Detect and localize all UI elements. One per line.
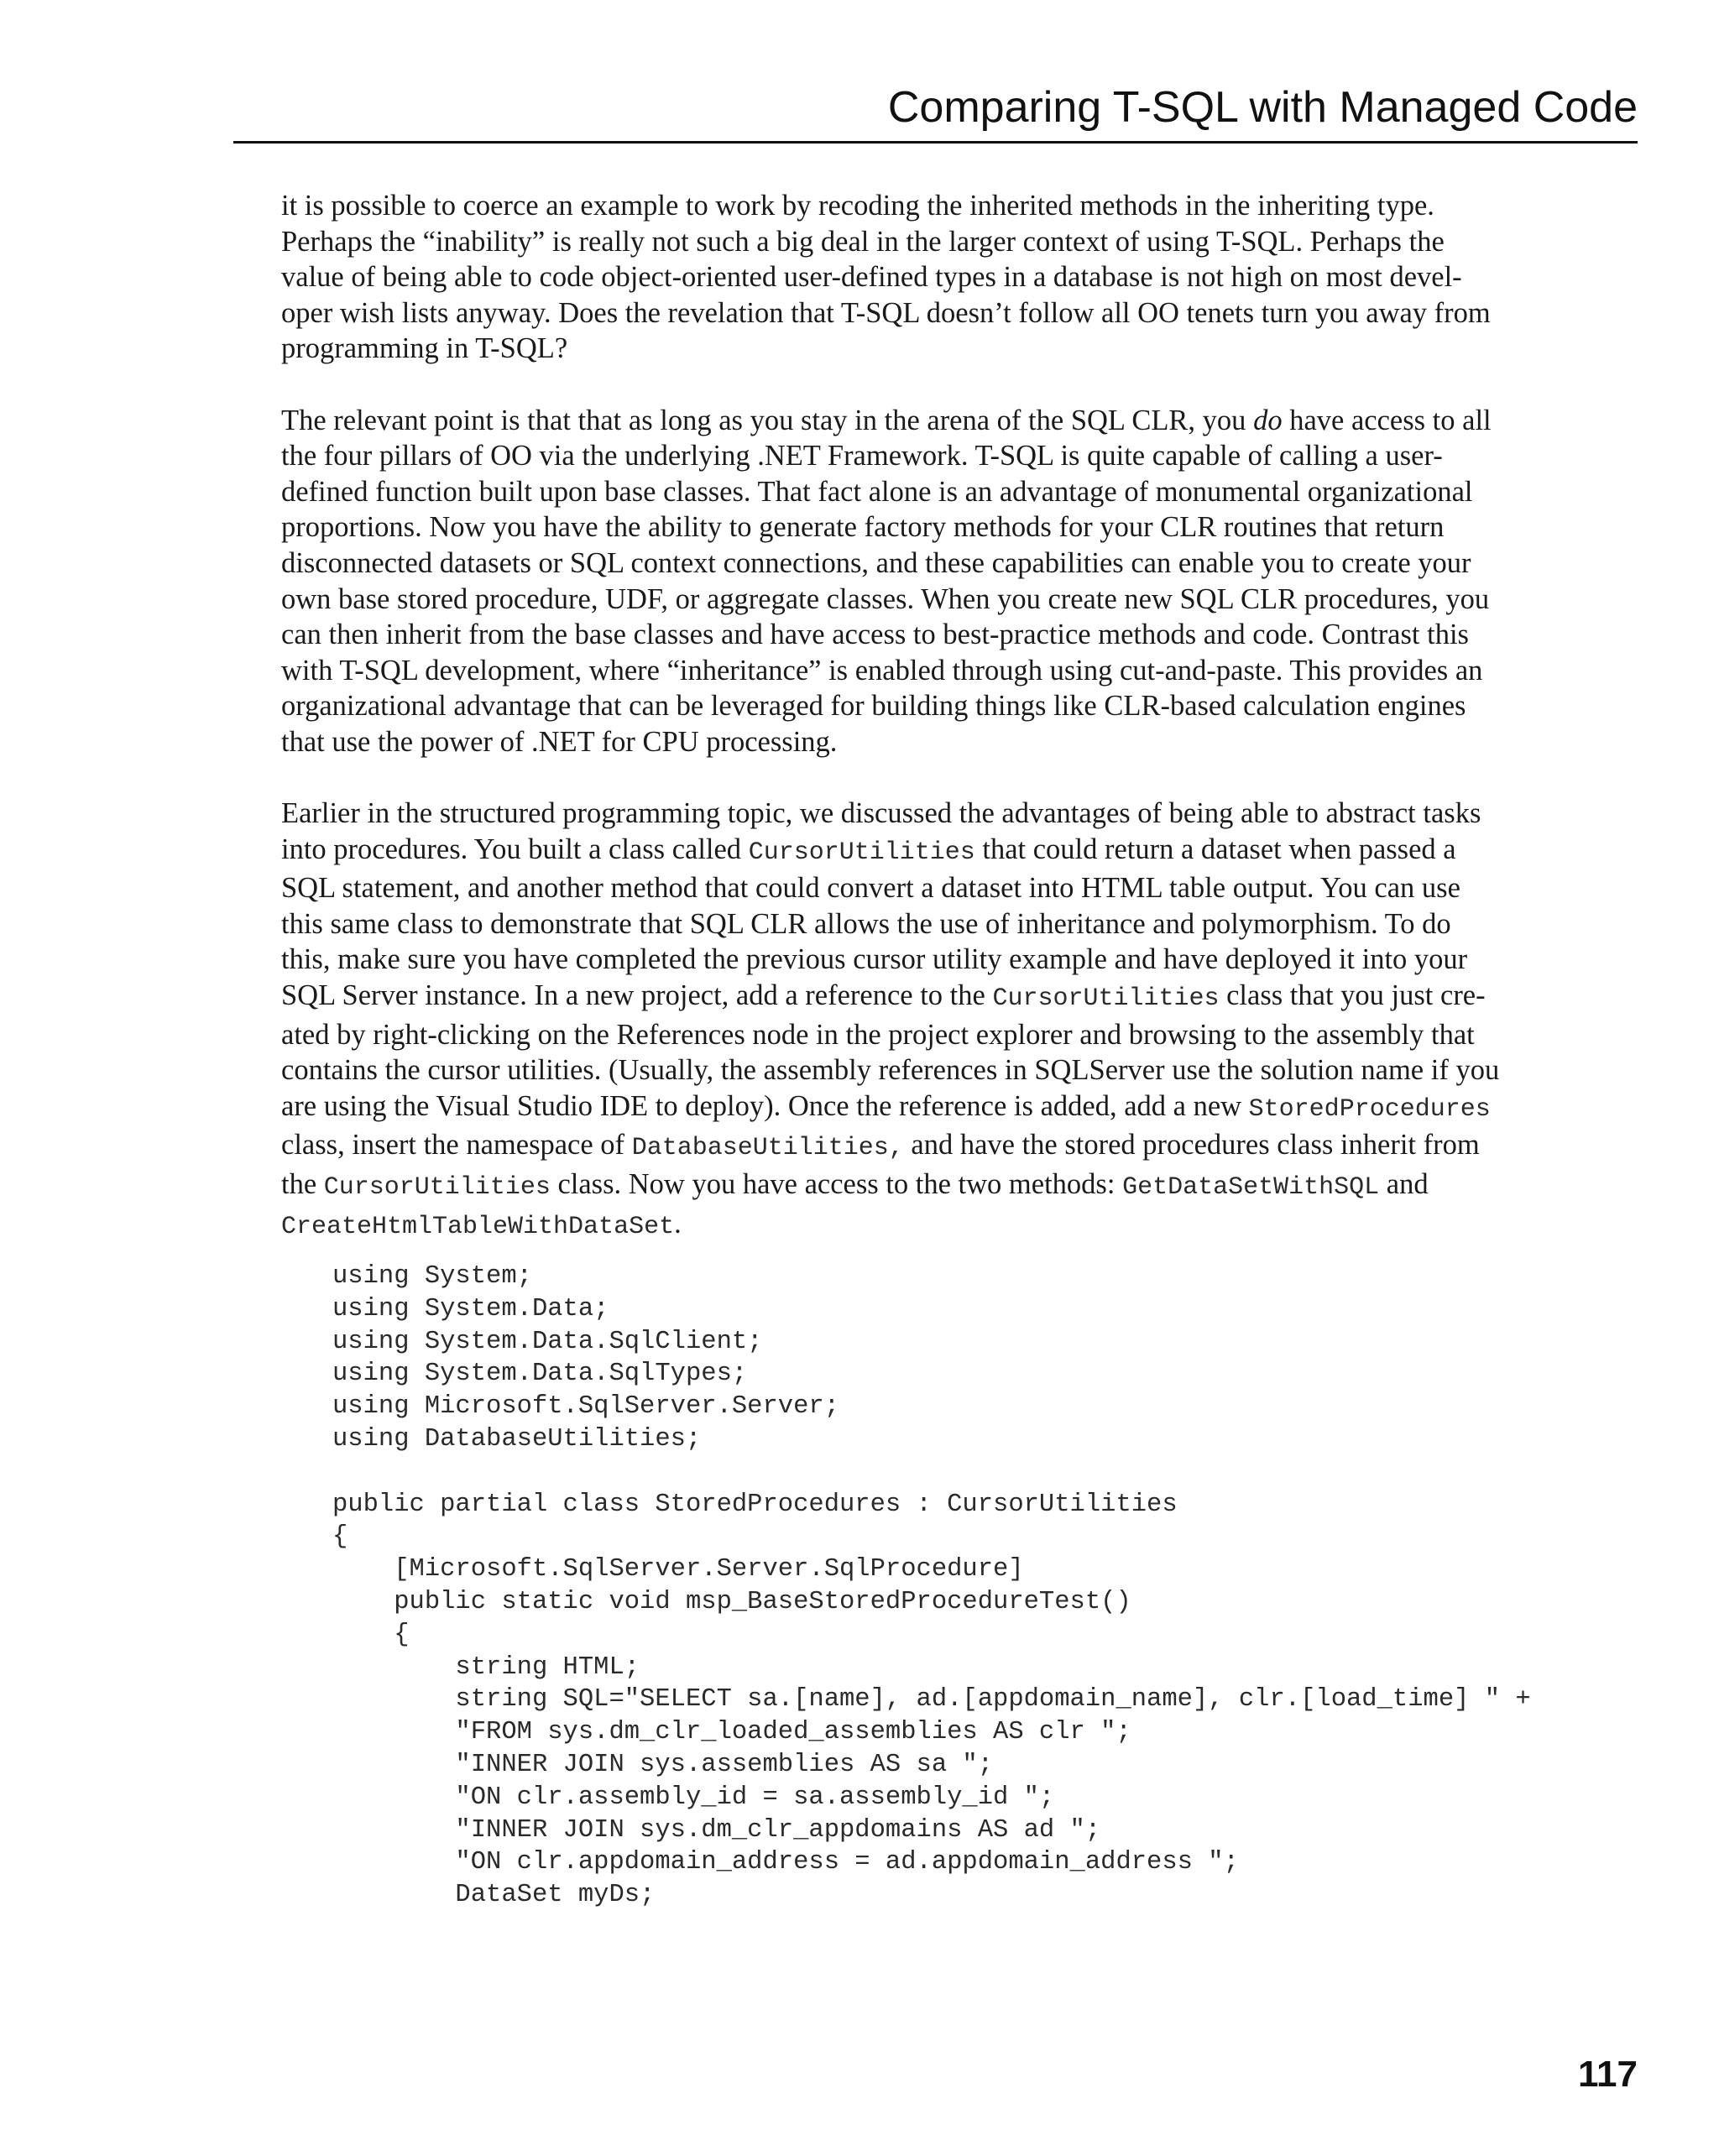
text-run: contains the cursor utilities. (Usually, the assembly references in SQLServer use the solution name if you <box>281 1054 1500 1087</box>
body-text <box>281 188 1637 1281</box>
text-line <box>281 617 1637 653</box>
text-run: that could return a dataset when passed a <box>974 833 1456 865</box>
text-run: Earlier in the structured programming topic, we discussed the advantages of being able to abstract tasks <box>281 797 1481 830</box>
code-line: [Microsoft.SqlServer.Server.SqlProcedure] <box>332 1555 1024 1584</box>
code-line: public static void msp_BaseStoredProcedureTest() <box>332 1587 1131 1616</box>
text-run: it is possible to coerce an example to work by recoding the inherited methods in the inheriting type. <box>281 190 1434 222</box>
inline-code: StoredProcedures <box>1248 1094 1491 1124</box>
text-run: own base stored procedure, UDF, or aggregate classes. When you create new SQL CLR procedures, you <box>281 582 1490 615</box>
text-run: SQL Server instance. In a new project, add a reference to the <box>281 979 993 1012</box>
text-line <box>281 724 1637 760</box>
text-run: the four pillars of OO via the underlying .NET Framework. T-SQL is quite capable of calling a user- <box>281 440 1443 472</box>
text-line <box>281 832 1637 871</box>
text-line <box>281 870 1637 906</box>
inline-code: CursorUtilities <box>323 1173 551 1203</box>
text-line <box>281 474 1637 510</box>
text-run: class that you just cre- <box>1219 979 1486 1012</box>
header-divider <box>233 141 1638 144</box>
text-line <box>281 188 1637 224</box>
code-line: using System.Data.SqlTypes; <box>332 1360 748 1389</box>
code-line: public partial class StoredProcedures : CursorUtilities <box>332 1490 1178 1519</box>
text-run: SQL statement, and another method that could convert a dataset into HTML table output. You can use <box>281 872 1460 905</box>
code-line <box>332 1456 1531 1489</box>
text-line <box>281 1167 1637 1206</box>
page-number: 117 <box>1578 2054 1638 2095</box>
text-run: value of being able to code object-oriented user-defined types in a database is not high on most devel- <box>281 261 1462 294</box>
inline-code: CursorUtilities <box>748 838 975 867</box>
code-line: "FROM sys.dm_clr_loaded_assemblies AS clr "; <box>332 1718 1131 1747</box>
inline-code: CursorUtilities <box>992 984 1220 1014</box>
emphasis-text: do <box>1253 404 1283 436</box>
text-run: class, insert the namespace of <box>281 1129 632 1162</box>
code-line: using Microsoft.SqlServer.Server; <box>332 1392 839 1422</box>
code-line: "INNER JOIN sys.dm_clr_appdomains AS ad "; <box>332 1815 1101 1845</box>
code-line: using System.Data; <box>332 1294 609 1323</box>
text-run: . <box>674 1207 682 1240</box>
text-line <box>281 796 1637 832</box>
text-run: class. Now you have access to the two methods: <box>550 1168 1123 1201</box>
code-line: { <box>332 1522 348 1552</box>
text-run: and have the stored procedures class inherit from <box>903 1129 1480 1162</box>
text-run: can then inherit from the base classes and have access to best-practice methods and code. Contrast this <box>281 619 1469 651</box>
text-line <box>281 688 1637 724</box>
running-header-title: Comparing T-SQL with Managed Code <box>887 83 1638 132</box>
text-run: that use the power of .NET for CPU processing. <box>281 725 838 758</box>
text-line <box>281 1206 1637 1245</box>
text-run: defined function built upon base classes. That fact alone is an advantage of monumental organizational <box>281 475 1473 508</box>
inline-code: CreateHtmlTableWithDataSet <box>281 1212 675 1241</box>
code-line: using DatabaseUtilities; <box>332 1424 702 1454</box>
text-line <box>281 906 1637 942</box>
text-run: Perhaps the “inability” is really not such a big deal in the larger context of using T-SQL. Perhaps the <box>281 225 1445 258</box>
text-line <box>281 1052 1637 1088</box>
code-line: "INNER JOIN sys.assemblies AS sa "; <box>332 1750 994 1779</box>
text-line <box>281 1127 1637 1167</box>
code-line: DataSet myDs; <box>332 1881 656 1910</box>
text-run: programming in T-SQL? <box>281 332 568 365</box>
text-run: this same class to demonstrate that SQL CLR allows the use of inheritance and polymorphism. To do <box>281 907 1451 940</box>
paragraph <box>281 403 1637 760</box>
text-line <box>281 403 1637 439</box>
code-line: { <box>332 1620 410 1649</box>
text-line <box>281 295 1637 331</box>
text-run: ated by right-clicking on the References node in the project explorer and browsing to the assembly that <box>281 1018 1475 1051</box>
text-line <box>281 259 1637 295</box>
code-line: using System.Data.SqlClient; <box>332 1327 763 1356</box>
code-listing <box>332 1261 1531 1912</box>
text-line <box>281 582 1637 618</box>
code-line: string SQL="SELECT sa.[name], ad.[appdomain_name], clr.[load_time] " + <box>332 1685 1531 1715</box>
text-run: proportions. Now you have the ability to generate factory methods for your CLR routines that return <box>281 511 1445 544</box>
text-line <box>281 1017 1637 1053</box>
paragraph <box>281 188 1637 367</box>
text-run: oper wish lists anyway. Does the revelation that T-SQL doesn’t follow all OO tenets turn you away from <box>281 296 1491 329</box>
text-line <box>281 546 1637 582</box>
text-line <box>281 438 1637 474</box>
text-run: into procedures. You built a class called <box>281 833 749 865</box>
text-line <box>281 509 1637 546</box>
text-run: organizational advantage that can be leveraged for building things like CLR-based calculation engines <box>281 690 1466 723</box>
paragraph <box>281 796 1637 1245</box>
text-line <box>281 224 1637 260</box>
text-run: have access to all <box>1282 404 1492 436</box>
text-line <box>281 331 1637 367</box>
text-run: this, make sure you have completed the previous cursor utility example and have deployed it into your <box>281 943 1468 976</box>
text-line <box>281 942 1637 978</box>
text-run: are using the Visual Studio IDE to deploy). Once the reference is added, add a new <box>281 1089 1249 1122</box>
text-line <box>281 978 1637 1017</box>
text-run: with T-SQL development, where “inheritance” is enabled through using cut-and-paste. This provides an <box>281 654 1483 686</box>
text-line <box>281 1088 1637 1128</box>
text-run: disconnected datasets or SQL context connections, and these capabilities can enable you to create your <box>281 546 1471 579</box>
inline-code: DatabaseUtilities, <box>631 1134 904 1163</box>
code-line: using System; <box>332 1262 532 1291</box>
text-line <box>281 653 1637 689</box>
inline-code: GetDataSetWithSQL <box>1122 1173 1380 1203</box>
text-run: and <box>1379 1168 1429 1201</box>
code-line: string HTML; <box>332 1652 640 1682</box>
code-line: "ON clr.appdomain_address = ad.appdomain_address "; <box>332 1848 1239 1877</box>
text-run: The relevant point is that that as long as you stay in the arena of the SQL CLR, you <box>281 404 1254 436</box>
code-line: "ON clr.assembly_id = sa.assembly_id "; <box>332 1783 1055 1812</box>
text-run: the <box>281 1168 324 1201</box>
